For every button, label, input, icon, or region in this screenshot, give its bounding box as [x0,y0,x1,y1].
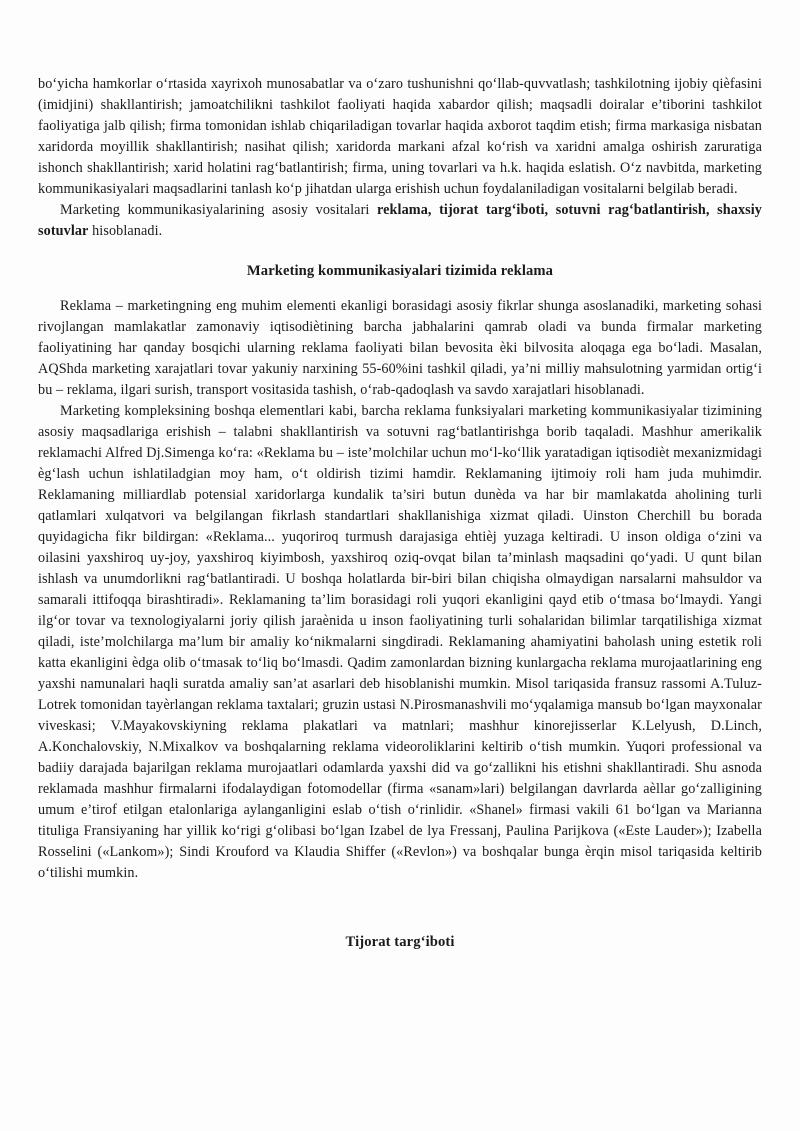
paragraph-main-tools-tail: hisoblanadi. [88,223,163,239]
page-text-block [38,74,762,953]
paragraph-communication-goals: bo‘yicha hamkorlar o‘rtasida xayrixoh munosabatlar va o‘zaro tushunishni qo‘llab-quvvatlash; tashkilotning ijobiy qièfasini (imidjini) shakllantirish; jamoatchilikni tashkilot faoliyati haqida xabardor qilish; maqsadli doiralar e’tiborini tashkilot faoliyatiga jalb qilish; firma tomonidan ishlab chiqariladigan tovarlar haqida axborot taqdim etish; firma markasiga nisbatan xaridorda moyillik shakllantirish; nasihat qilish; xaridorda markani afzal ko‘rish va xaridni amalga oshirish zaruratiga ishonch shakllantirish; xarid holatini rag‘batlantirish; firma, uning tovarlari va h.k. haqida eslatish. O‘z navbitda, marketing kommunikasiyalari maqsadlarini tanlash ko‘p jihatdan ularga erishish uchun foydalaniladigan vositalarni belgilab beradi. [38,76,762,197]
section-heading-tijorat-targiboti: Tijorat targ‘iboti [345,934,455,950]
paragraph-main-tools [38,200,762,242]
paragraph-reklama-role: Marketing kompleksining boshqa elementlari kabi, barcha reklama funksiyalari marketing kommunikasiyalar tizimining asosiy maqsadlariga erishish – talabni shakllantirish va sotuvni rag‘batlantirishga borib taqaladi. Mashhur amerikalik reklamachi Alfred Dj.Simenga ko‘ra: «Reklama bu – iste’molchilar uchun mo‘l-ko‘llik yaratadigan iqtisodièt mexanizmidagi èg‘lash uchun ishlatiladgian moy ham, o‘t oldirish tizimi hamdir. Reklamaning ijtimoiy roli ham juda muhimdir. Reklamaning milliardlab potensial xaridorlarga kundalik ta’siri butun dunèda va har bir mamlakatda aholining turli qatlamlari xulqatvori va belgilangan fikrlash standartlari shakllanishiga xizmat qiladi. Uinston Cherchill bu borada quyidagicha fikr bildirgan: «Reklama... yuqoriroq turmush darajasiga ehtièj yuzaga keltiradi. U inson oldiga o‘zini va oilasini yaxshiroq uy-joy, yaxshiroq kiyimbosh, yaxshiroq oziq-ovqat bilan ta’minlash maqsadini qo‘yadi. U qunt bilan ishlash va unumdorlikni rag‘batlantiradi. U boshqa holatlarda bir-biri bilan chiqisha olmaydigan narsalarni mahsuldor va samarali ittifoqqa birashtiradi». Reklamaning ta’lim borasidagi roli yuqori ekanligini qayd etib o‘tmasa bo‘lmaydi. Yangi ilg‘or tovar va texnologiyalarni joriy qilish jaraènida u inson faoliyatining turli sohalaridan bilimlar tarqatilishiga xizmat qiladi, iste’molchilarga ma’lum bir amaliy ko‘nikmalarni singdiradi. Reklamaning ahamiyatini baholash uning estetik roli katta ekanligini èdga olib o‘tmasak to‘liq bo‘lmasdi. Qadim zamonlardan bizning kunlargacha reklama murojaatlarining eng yaxshi namunalari haqli suratda amaliy san’at asarlari deb hisoblanishi mumkin. Misol tariqasida fransuz rassomi A.Tuluz-Lotrek tomonidan tayèrlangan reklama taxtalari; gruzin ustasi N.Pirosmanashvili mo‘yqalamiga mansub bo‘lgan mayxonalar viveskasi; V.Mayakovskiyning reklama plakatlari va matnlari; mashhur kinorejisserlar K.Lelyush, D.Linch, A.Konchalovskiy, N.Mixalkov va boshqalarning reklama videoroliklarini keltirib o‘tish mumkin. Yuqori professional va badiiy darajada bajarilgan reklama murojaatlari odamlarda yaxshi did va go‘zallikni his etishni shakllantiradi. Shu asnoda reklamada mashhur firmalarni ifodalaydigan fotomodellar (firma «sanam»lari) belgilangan davrlarda aèllar go‘zalligining umum e’tirof etilgan etalonlariga aylanganligini eslab o‘tish o‘rinlidir. «Shanel» firmasi vakili 61 bo‘lgan va Marianna tituliga Fransiyaning har yillik ko‘rigi g‘olibasi bo‘lgan Izabel de lya Fressanj, Paulina Parijkova («Este Lauder»); Izabella Rosselini («Lankom»); Sindi Krouford va Klaudia Shiffer («Revlon») va boshqalar bunga èrqin misol tariqasida keltirib o‘tilishi mumkin. [38,403,762,881]
paragraph-reklama-intro: Reklama – marketingning eng muhim elementi ekanligi borasidagi asosiy fikrlar shunga asoslanadiki, marketing sohasi rivojlangan mamlakatlar zamonaviy iqtisodiètining barcha jabhalarini qamrab oladi va bunda firmalar marketing faoliyatining har qanday bosqichi ularning reklama faoliyati bilan bevosita èki bilvosita aloqaga ega bo‘ladi. Masalan, AQShda marketing xarajatlari tovar yakuniy narxining 55-60%ini tashkil qiladi, ya’ni milliy mahsulotning yarmidan ortig‘i bu – reklama, ilgari surish, transport vositasida tashish, o‘rab-qadoqlash va savdo xarajatlari hisoblanadi. [38,298,762,398]
main-tools-bold-list: reklama, tijorat targ‘iboti, sotuvni rag‘batlantirish, shaxsiy sotuvlar [38,202,762,239]
section-heading-reklama: Marketing kommunikasiyalari tizimida reklama [246,263,554,279]
paragraph-main-tools-lead: Marketing kommunikasiyalarining asosiy vositalari [60,202,378,218]
